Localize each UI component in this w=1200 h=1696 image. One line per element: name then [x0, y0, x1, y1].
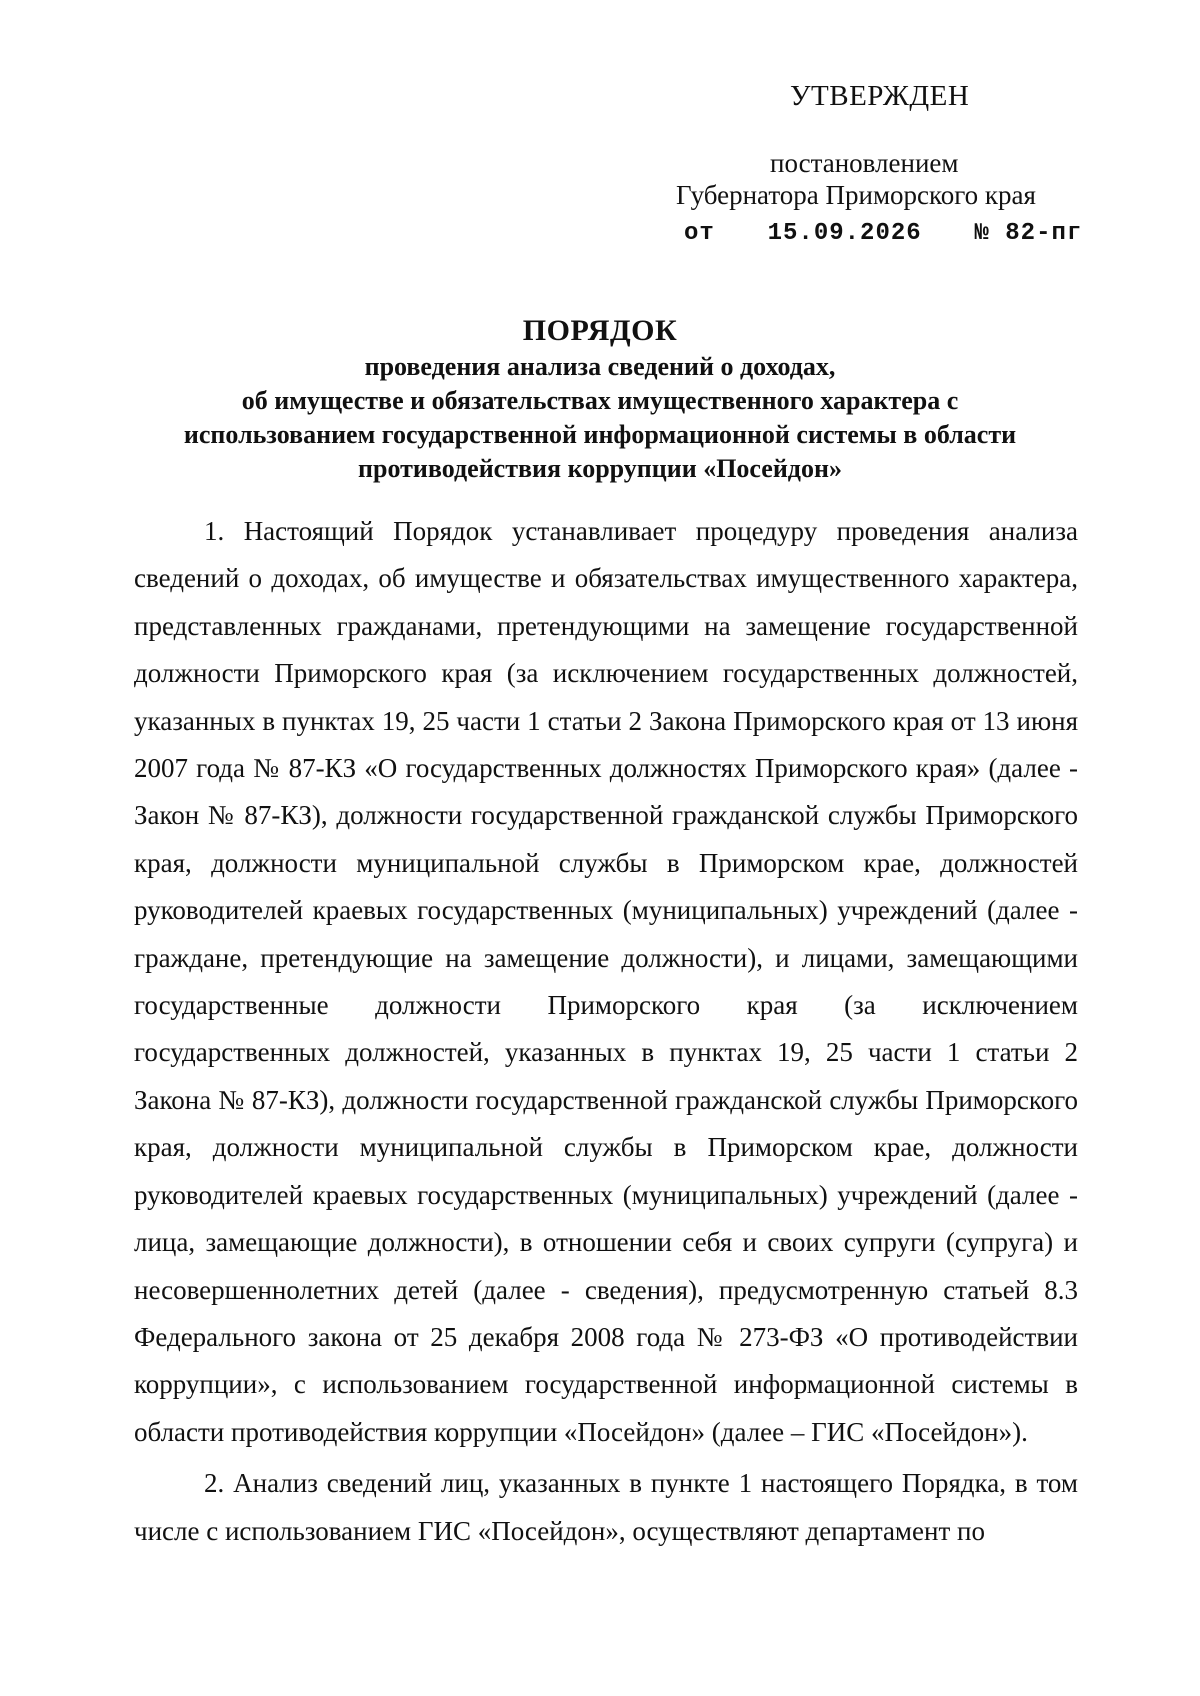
- subtitle-line: противодействия коррупции «Посейдон»: [358, 454, 842, 483]
- subtitle-line: проведения анализа сведений о доходах,: [364, 352, 836, 381]
- document-title: ПОРЯДОК: [522, 314, 678, 347]
- approved-heading: УТВЕРЖДЕН: [790, 80, 970, 112]
- decree-number: 82-пг: [1005, 220, 1083, 247]
- document-body: [134, 508, 1078, 1555]
- date-prefix: от: [684, 220, 715, 247]
- decree-line: постановлением: [770, 148, 959, 178]
- decree-date: 15.09.2026: [767, 220, 922, 247]
- document-title-block: [120, 312, 1080, 486]
- governor-line: Губернатора Приморского края: [676, 180, 1036, 210]
- decree-date-line: [684, 220, 1082, 247]
- subtitle-line: использованием государственной информационной системы в области: [183, 420, 1017, 449]
- subtitle-line: об имуществе и обязательствах имущественного характера с: [241, 386, 959, 415]
- number-prefix: №: [974, 220, 990, 247]
- paragraph-2: 2. Анализ сведений лиц, указанных в пункте 1 настоящего Порядка, в том числе с использованием ГИС «Посейдон», осуществляют департамент по: [134, 1468, 1078, 1546]
- paragraph-1: 1. Настоящий Порядок устанавливает процедуру проведения анализа сведений о доходах, об имуществе и обязательствах имущественного характера, представленных гражданами, претендующими на замещение государственной должности Приморского края (за исключением государственных должностей, указанных в пунктах 19, 25 части 1 статьи 2 Закона Приморского края от 13 июня 2007 года № 87-КЗ «О государственных должностях Приморского края» (далее - Закон № 87-КЗ), должности государственной гражданской службы Приморского края, должности муниципальной службы в Приморском крае, должностей руководителей краевых государственных (муниципальных) учреждений (далее - граждане, претендующие на замещение должности), и лицами, замещающими государственные должности Приморского края (за исключением государственных должностей, указанных в пунктах 19, 25 части 1 статьи 2 Закона № 87-КЗ), должности государственной гражданской службы Приморского края, должности муниципальной службы в Приморском крае, должности руководителей краевых государственных (муниципальных) учреждений (далее - лица, замещающие должности), в отношении себя и своих супруги (супруга) и несовершеннолетних детей (далее - сведения), предусмотренную статьей 8.3 Федерального закона от 25 декабря 2008 года № 273-ФЗ «О противодействии коррупции», с использованием государственной информационной системы в области противодействия коррупции «Посейдон» (далее – ГИС «Посейдон»).: [134, 516, 1078, 1447]
